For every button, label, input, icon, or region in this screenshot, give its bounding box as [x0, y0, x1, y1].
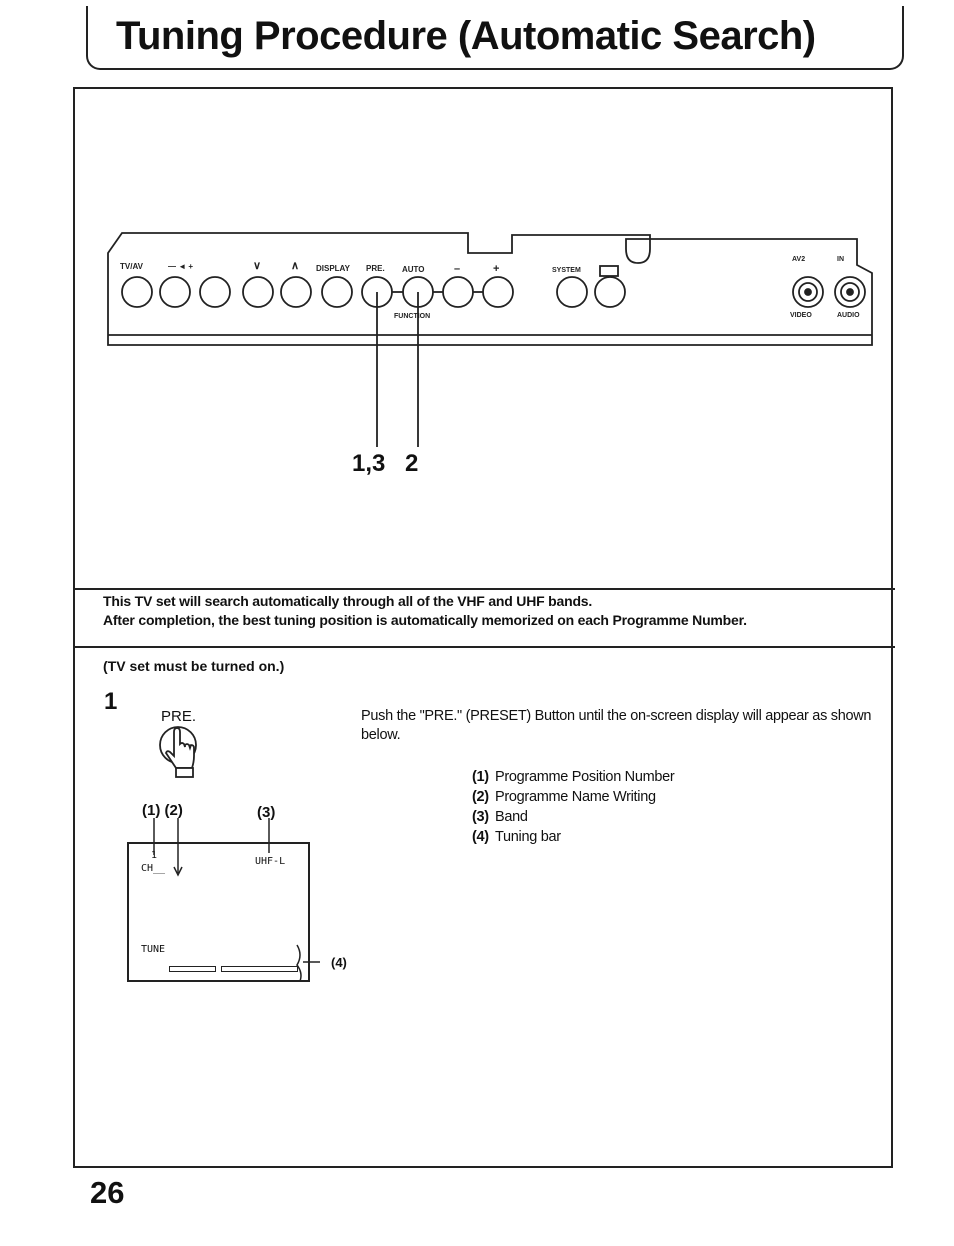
callout-label-pre: 1,3	[352, 450, 386, 477]
colour-system-button	[595, 277, 625, 307]
legend-text: Tuning bar	[495, 829, 561, 845]
tv-front-panel-diagram	[100, 225, 880, 465]
panel-label-audio: AUDIO	[837, 312, 860, 319]
page-number: 26	[90, 1175, 125, 1210]
volume-down-button	[160, 277, 190, 307]
legend-number: (2)	[472, 789, 489, 805]
panel-label-display: DISPLAY	[316, 264, 350, 273]
panel-label-plus: +	[493, 263, 500, 275]
intro-line-1: This TV set will search automatically through all of the VHF and UHF bands.	[103, 593, 593, 609]
panel-label-tv-av: TV/AV	[120, 262, 143, 271]
function-minus-button	[443, 277, 473, 307]
step-instruction: Push the "PRE." (PRESET) Button until the on-screen display will appear as shown below.	[361, 708, 872, 743]
legend-text: Programme Position Number	[495, 769, 675, 785]
callout-label-auto: 2	[405, 450, 419, 477]
function-plus-button	[483, 277, 513, 307]
intro-text	[103, 592, 747, 630]
panel-label-pre: PRE.	[366, 264, 385, 273]
legend-item	[472, 807, 674, 827]
channel-up-button	[281, 277, 311, 307]
intro-line-2: After completion, the best tuning position is automatically memorized on each Programme Number.	[103, 612, 747, 628]
panel-label-ch-down: ∨	[253, 260, 262, 272]
legend-item	[472, 767, 674, 787]
osd-position-number: 1	[151, 850, 158, 861]
tv-av-button	[122, 277, 152, 307]
panel-label-minus: –	[454, 263, 461, 275]
osd-legend	[472, 767, 674, 847]
panel-label-video: VIDEO	[790, 312, 812, 319]
panel-label-system: SYSTEM	[552, 267, 581, 274]
volume-up-button	[200, 277, 230, 307]
osd-label-4: (4)	[331, 955, 347, 970]
panel-outline	[108, 233, 872, 345]
legend-text: Band	[495, 809, 528, 825]
legend-item	[472, 787, 674, 807]
panel-label-auto: AUTO	[402, 265, 425, 274]
display-button	[322, 277, 352, 307]
osd-programme-name: CH__	[141, 863, 166, 874]
power-on-note: (TV set must be turned on.)	[103, 658, 285, 674]
osd-tune-label: TUNE	[141, 944, 166, 955]
page-title: Tuning Procedure (Automatic Search)	[116, 14, 816, 58]
osd-band: UHF-L	[255, 856, 286, 867]
osd-leader-lines	[120, 815, 360, 990]
osd-label-3: (3)	[257, 804, 276, 821]
panel-label-function: FUNCTION	[394, 313, 431, 320]
panel-label-av2: AV2	[792, 256, 806, 263]
legend-text: Programme Name Writing	[495, 789, 656, 805]
hand-pressing-button-icon	[154, 722, 204, 784]
channel-down-button	[243, 277, 273, 307]
legend-number: (1)	[472, 769, 489, 785]
section-divider	[75, 588, 895, 590]
panel-label-in: IN	[837, 256, 844, 263]
pre-button-label: PRE.	[161, 708, 197, 725]
panel-label-ch-up: ∧	[291, 260, 300, 272]
system-button	[557, 277, 587, 307]
legend-number: (4)	[472, 829, 489, 845]
legend-item	[472, 827, 674, 847]
legend-number: (3)	[472, 809, 489, 825]
panel-label-volume: — ◄ +	[168, 262, 194, 271]
step-number: 1	[104, 688, 118, 715]
section-divider	[75, 646, 895, 648]
osd-label-1-2: (1) (2)	[142, 802, 183, 819]
